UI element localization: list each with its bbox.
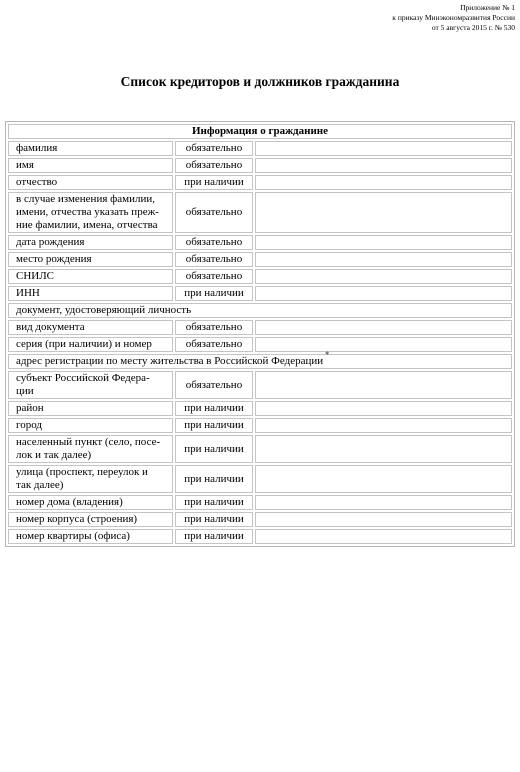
personal-row [8,141,512,156]
field-value-cell[interactable] [255,371,512,399]
field-requirement: обязательно [175,371,253,399]
field-label: улица (проспект, переулок и так далее) [8,465,173,493]
field-requirement: при наличии [175,418,253,433]
address-row [8,465,512,493]
field-requirement: обязательно [175,269,253,284]
field-value-cell[interactable] [255,252,512,267]
address-section-text: адрес регистрации по месту жительства в Российской Федерации [16,355,324,367]
personal-row [8,158,512,173]
address-row [8,418,512,433]
address-row [8,495,512,510]
appendix-line: Приложение № 1 [460,3,515,12]
document-row [8,320,512,335]
field-label: серия (при наличии) и номер [8,337,173,352]
field-value-cell[interactable] [255,269,512,284]
personal-row [8,286,512,301]
personal-row [8,175,512,190]
field-requirement: при наличии [175,512,253,527]
field-label: номер корпуса (строения) [8,512,173,527]
field-requirement: при наличии [175,286,253,301]
field-value-cell[interactable] [255,158,512,173]
field-value-cell[interactable] [255,175,512,190]
field-value-cell[interactable] [255,495,512,510]
field-value-cell[interactable] [255,401,512,416]
address-row [8,512,512,527]
field-value-cell[interactable] [255,435,512,463]
field-value-cell[interactable] [255,465,512,493]
address-row [8,371,512,399]
field-label: город [8,418,173,433]
field-requirement: при наличии [175,465,253,493]
field-requirement: обязательно [175,192,253,233]
field-label: в случае изменения фамилии, имени, отчества указать преж-ние фамилии, имена, отчества [8,192,173,233]
field-label: СНИЛС [8,269,173,284]
personal-row [8,235,512,250]
field-label: место рождения [8,252,173,267]
appendix-date-line: от 5 августа 2015 г. № 530 [431,23,515,32]
field-label: фамилия [8,141,173,156]
personal-row [8,269,512,284]
field-requirement: обязательно [175,320,253,335]
personal-row [8,192,512,233]
address-section-row [8,354,512,369]
appendix-order-line: к приказу Минэкономразвития России [392,13,515,22]
identity-document-section [8,303,512,318]
field-value-cell[interactable] [255,512,512,527]
field-requirement: при наличии [175,401,253,416]
appendix-header [392,3,515,33]
citizen-info-table [5,121,515,547]
identity-document-section-row [8,303,512,318]
field-label: ИНН [8,286,173,301]
field-requirement: обязательно [175,235,253,250]
address-row [8,529,512,544]
address-row [8,435,512,463]
field-requirement: обязательно [175,337,253,352]
field-label: субъект Российской Федера-ции [8,371,173,399]
field-requirement: при наличии [175,435,253,463]
identity-document-section-text: документ, удостоверяющий личность [16,304,192,316]
personal-row [8,252,512,267]
field-label: отчество [8,175,173,190]
address-row [8,401,512,416]
field-value-cell[interactable] [255,337,512,352]
field-value-cell[interactable] [255,192,512,233]
field-value-cell[interactable] [255,320,512,335]
field-value-cell[interactable] [255,235,512,250]
field-value-cell[interactable] [255,529,512,544]
field-label: вид документа [8,320,173,335]
field-value-cell[interactable] [255,286,512,301]
field-requirement: обязательно [175,252,253,267]
field-value-cell[interactable] [255,141,512,156]
field-requirement: при наличии [175,495,253,510]
field-requirement: при наличии [175,175,253,190]
table-header-row [8,124,512,139]
field-label: номер дома (владения) [8,495,173,510]
field-requirement: обязательно [175,141,253,156]
field-requirement: обязательно [175,158,253,173]
field-label: населенный пункт (село, посе-лок и так далее) [8,435,173,463]
footnote-mark: * [325,350,330,359]
field-label: имя [8,158,173,173]
document-row [8,337,512,352]
field-requirement: при наличии [175,529,253,544]
table-header: Информация о гражданине [8,124,512,139]
field-label: номер квартиры (офиса) [8,529,173,544]
page-title: Список кредиторов и должников гражданина [120,74,400,89]
field-value-cell[interactable] [255,418,512,433]
address-section [8,350,512,369]
field-label: район [8,401,173,416]
field-label: дата рождения [8,235,173,250]
